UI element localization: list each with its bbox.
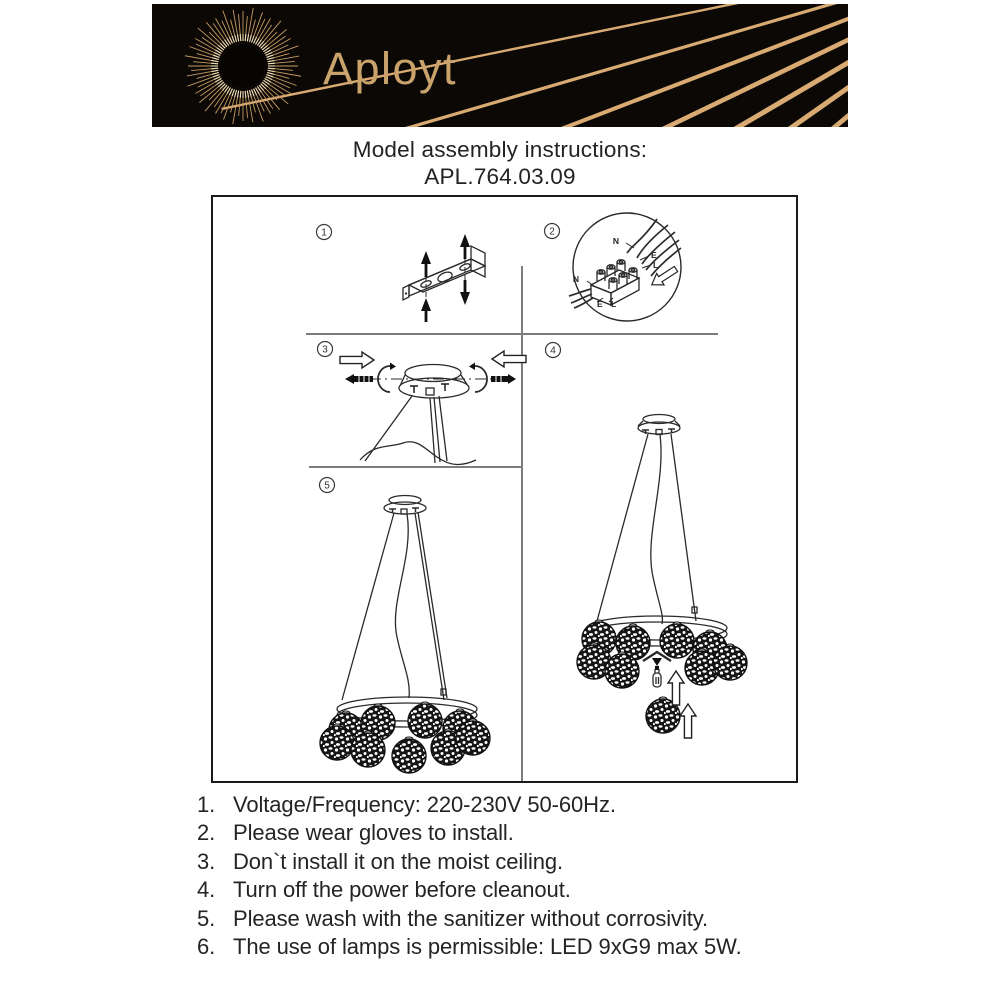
step5-assembled-figure — [320, 496, 490, 774]
cloth-outline — [360, 442, 476, 465]
step3-canopy-screws-figure — [340, 351, 526, 465]
svg-text:N: N — [612, 236, 619, 246]
item-number: 6. — [197, 933, 216, 959]
svg-text:L: L — [653, 260, 659, 270]
item-number: 5. — [197, 905, 216, 931]
cord-wavy — [651, 435, 663, 624]
item-text: The use of lamps is permissible: LED 9xG9 max 5W. — [233, 933, 742, 959]
insert-arrow-icon — [680, 704, 696, 738]
sunburst-center — [222, 45, 265, 88]
step-marker-4 — [546, 343, 561, 358]
item-number: 2. — [197, 820, 216, 846]
item-number: 3. — [197, 848, 216, 874]
item-text: Please wear gloves to install. — [233, 820, 514, 846]
instruction-item — [197, 819, 742, 847]
page-title: Model assembly instructions: — [352, 137, 648, 162]
crystal-balls-group — [577, 620, 747, 733]
svg-text:2: 2 — [549, 226, 555, 238]
step1-bracket-figure — [403, 234, 485, 322]
item-text: Please wash with the sanitizer without corrosivity. — [233, 905, 709, 931]
svg-text:E: E — [597, 299, 603, 309]
svg-text:N: N — [572, 274, 579, 284]
crystal-ball — [392, 737, 426, 773]
step2-wiring-figure — [569, 213, 681, 321]
instruction-item — [197, 876, 742, 904]
cord-wavy — [395, 514, 409, 698]
model-number: APL.764.03.09 — [424, 164, 576, 189]
svg-text:5: 5 — [324, 480, 330, 492]
step4-hanging-install-figure — [577, 415, 747, 739]
instruction-item — [197, 933, 742, 961]
item-text: Turn off the power before cleanout. — [233, 877, 571, 903]
crystal-balls-group — [320, 702, 490, 773]
instruction-item — [197, 905, 742, 933]
push-arrow-right-icon — [492, 351, 526, 367]
step-marker-2 — [545, 224, 560, 239]
crystal-ball — [408, 702, 442, 738]
step-marker-5 — [320, 478, 335, 493]
push-arrow-left-icon — [340, 352, 374, 368]
rays-decoration-icon — [222, 4, 848, 127]
crystal-ball — [660, 622, 694, 658]
svg-text:1: 1 — [321, 227, 327, 239]
step-marker-3 — [318, 342, 333, 357]
step-marker-1 — [317, 225, 332, 240]
brand-banner — [152, 4, 848, 127]
item-number: 4. — [197, 877, 216, 903]
instructions-list — [197, 791, 742, 961]
svg-text:4: 4 — [550, 345, 556, 357]
instruction-item — [197, 791, 742, 819]
brand-wordmark: Aployt — [322, 43, 458, 94]
svg-text:E: E — [651, 250, 657, 260]
g9-bulb-icon — [653, 669, 661, 687]
instruction-item — [197, 848, 742, 876]
banner-art — [152, 4, 848, 127]
insert-arrow-icon — [668, 671, 684, 705]
assembly-diagram — [211, 195, 798, 783]
svg-text:3: 3 — [322, 344, 328, 356]
item-text: Don`t install it on the moist ceiling. — [233, 848, 564, 874]
item-number: 1. — [197, 792, 216, 817]
bolt-arrow-icons — [421, 234, 470, 322]
svg-text:L: L — [611, 299, 617, 309]
item-text: Voltage/Frequency: 220-230V 50-60Hz. — [233, 792, 616, 817]
title-block — [0, 136, 1000, 190]
